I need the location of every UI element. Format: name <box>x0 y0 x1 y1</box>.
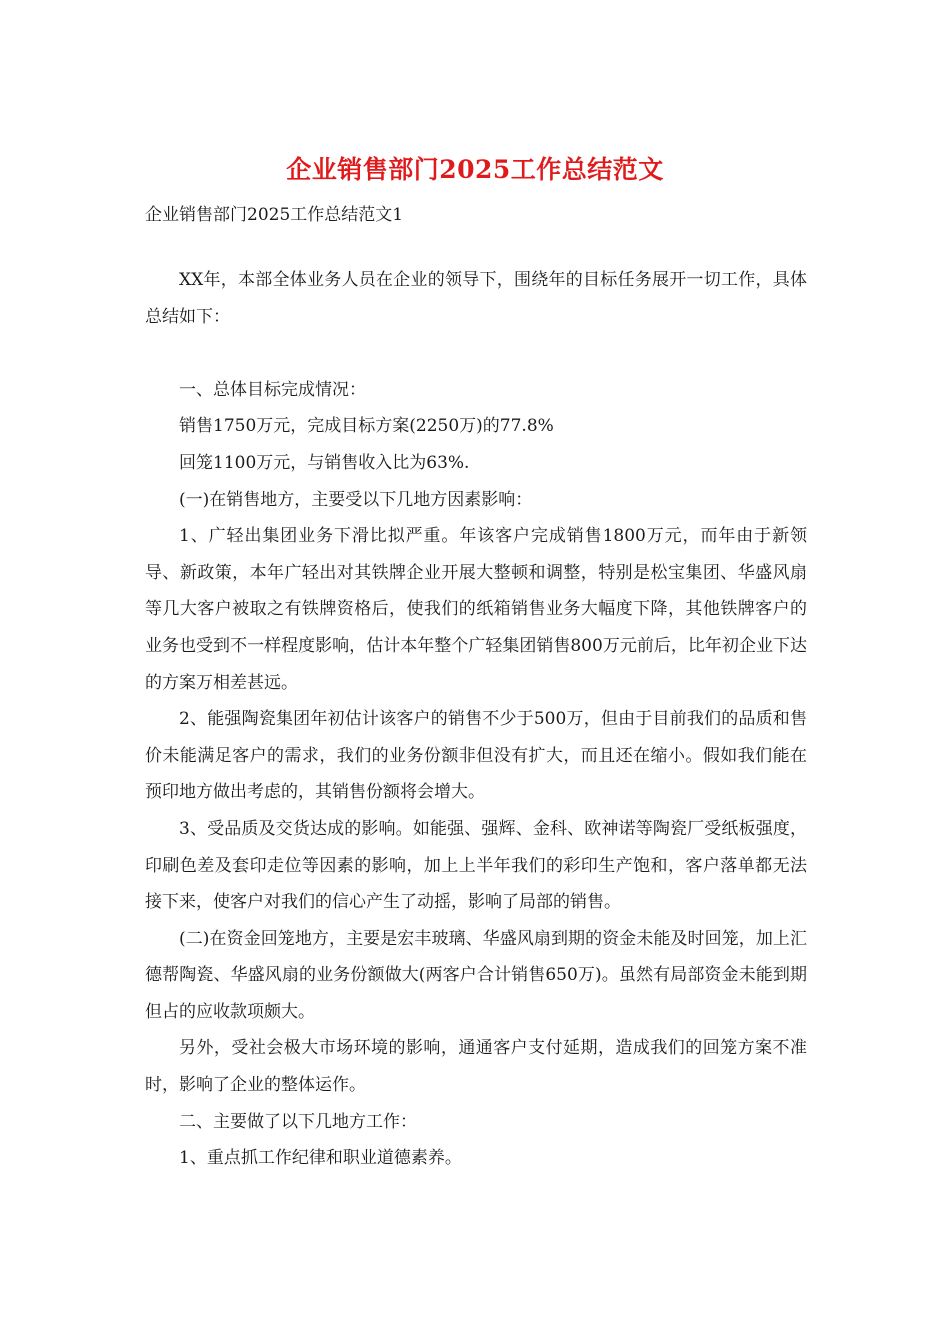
paragraph: 销售1750万元，完成目标方案(2250万)的77.8% <box>179 416 554 437</box>
paragraph: (一)在销售地方，主要受以下几地方因素影响： <box>179 489 533 510</box>
document-body <box>145 262 807 1177</box>
page-title: 企业销售部门2025工作总结范文 <box>286 155 664 184</box>
paragraph: (二)在资金回笼地方，主要是宏丰玻璃、华盛风扇到期的资金未能及时回笼，加上汇德帮陶瓷、华盛风扇的业务份额做大(两客户合计销售650万)。虽然有局部资金未能到期但占的应收款项颇大。 <box>145 928 807 1022</box>
paragraph: 回笼1100万元，与销售收入比为63%. <box>179 452 470 473</box>
intro-paragraph: XX年，本部全体业务人员在企业的领导下，围绕年的目标任务展开一切工作，具体总结如下： <box>145 270 807 327</box>
section-heading: 企业销售部门2025工作总结范文1 <box>145 205 404 225</box>
paragraph: 另外，受社会极大市场环境的影响，通通客户支付延期，造成我们的回笼方案不准时，影响了企业的整体运作。 <box>145 1038 807 1096</box>
paragraph: 3、受品质及交货达成的影响。如能强、强辉、金科、欧神诺等陶瓷厂受纸板强度，印刷色差及套印走位等因素的影响，加上上半年我们的彩印生产饱和，客户落单都无法接下来，使客户对我们的信心产生了动摇，影响了局部的销售。 <box>145 818 807 913</box>
paragraph: 一、总体目标完成情况： <box>179 379 366 400</box>
paragraph: 1、重点抓工作纪律和职业道德素养。 <box>179 1148 462 1169</box>
paragraph: 1、广轻出集团业务下滑比拟严重。年该客户完成销售1800万元，而年由于新领导、新政策，本年广轻出对其铁牌企业开展大整顿和调整，特别是松宝集团、华盛风扇等几大客户被取之有铁牌资格后，使我们的纸箱销售业务大幅度下降，其他铁牌客户的业务也受到不一样程度影响，估计本年整个广轻集团销售800万元前后，比年初企业下达的方案万相差甚远。 <box>145 526 807 693</box>
paragraph: 2、能强陶瓷集团年初估计该客户的销售不少于500万，但由于目前我们的品质和售价未能满足客户的需求，我们的业务份额非但没有扩大，而且还在缩小。假如我们能在预印地方做出考虑的，其销售份额将会增大。 <box>145 709 807 803</box>
paragraph: 二、主要做了以下几地方工作： <box>179 1111 417 1132</box>
